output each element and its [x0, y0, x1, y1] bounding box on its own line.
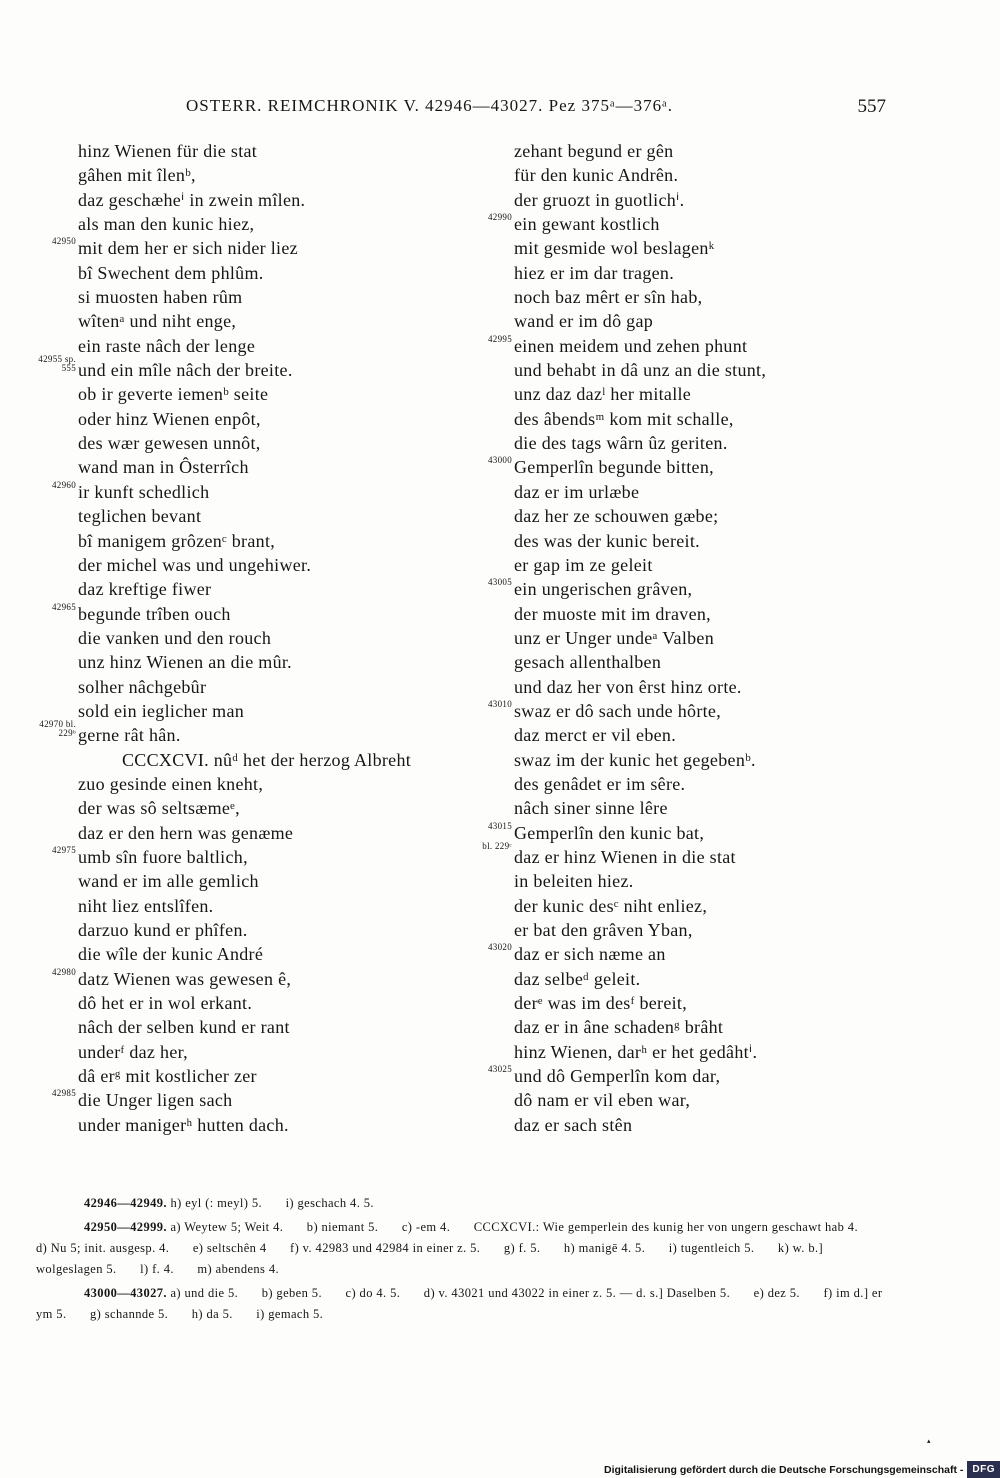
verse-line — [470, 407, 890, 431]
verse-line — [34, 796, 454, 820]
line-number: 43005 — [488, 577, 512, 588]
verse-text: nâch siner sinne lêre — [514, 798, 668, 819]
verse-line — [34, 942, 454, 966]
verse-line — [470, 212, 890, 236]
line-number: 42960 — [52, 479, 76, 490]
verse-text: gesach allenthalben — [514, 652, 662, 673]
apparatus-entry: h) manigē 4. 5. — [563, 1241, 646, 1255]
apparatus-entry: l) f. 4. — [140, 1262, 174, 1276]
verse-line — [470, 869, 890, 893]
verse-line — [34, 212, 454, 236]
verse-line — [34, 236, 454, 260]
verse-text: nâch der selben kund er rant — [78, 1017, 290, 1038]
line-number: 42975 — [52, 844, 76, 855]
verse-line — [470, 1064, 890, 1088]
line-number: 42985 — [52, 1088, 76, 1099]
verse-line — [34, 139, 454, 163]
verse-line — [34, 748, 454, 772]
verse-line — [470, 991, 890, 1015]
verse-text: zehant begund er gên — [514, 141, 674, 161]
funding-footer — [604, 1461, 1000, 1478]
verse-text: daz er sich næme an — [514, 944, 666, 965]
verse-line — [470, 1113, 890, 1137]
apparatus-block — [36, 1193, 890, 1214]
verse-text: Gemperlîn den kunic bat, — [514, 822, 705, 843]
apparatus-entry: h) da 5. — [191, 1307, 233, 1321]
line-number: 42990 — [488, 212, 512, 223]
verse-text: ob ir geverte iemenᵇ seite — [78, 384, 269, 405]
verse-text: der muoste mit im draven, — [514, 603, 711, 624]
verse-text: die Unger ligen sach — [78, 1090, 233, 1111]
verse-line — [34, 455, 454, 479]
verse-text: umb sîn fuore baltlich, — [78, 846, 248, 867]
verse-text: ein raste nâch der lenge — [78, 335, 256, 356]
verse-line — [470, 382, 890, 406]
verse-line — [470, 894, 890, 918]
verse-line — [34, 918, 454, 942]
verse-text: die wîle der kunic André — [78, 944, 264, 965]
verse-text: wand man in Ôsterrîch — [78, 457, 249, 478]
verse-line — [34, 869, 454, 893]
verse-line — [34, 309, 454, 333]
verse-line — [470, 942, 890, 966]
verse-text: die vanken und den rouch — [78, 627, 272, 648]
verse-text: Gemperlîn begunde bitten, — [514, 457, 714, 478]
verse-text: mit gesmide wol beslagenᵏ — [514, 238, 715, 259]
verse-text: niht liez entslîfen. — [78, 895, 214, 916]
verse-line — [34, 334, 454, 358]
verse-text: als man den kunic hiez, — [78, 214, 255, 235]
verse-text: noch baz mêrt er sîn hab, — [514, 287, 703, 308]
apparatus-entry: CCCXCVI.: Wie gemperlein des kunig her von ungern geschawt hab 4. — [473, 1220, 858, 1234]
verse-line — [34, 845, 454, 869]
line-number: 43025 — [488, 1064, 512, 1075]
verse-line — [34, 577, 454, 601]
verse-line — [470, 358, 890, 382]
verse-text: unz er Unger undeᵃ Valben — [514, 627, 715, 648]
verse-text: solher nâchgebûr — [78, 676, 207, 697]
apparatus-entry: m) abendens 4. — [197, 1262, 280, 1276]
verse-text: daz geschæheⁱ in zwein mîlen. — [78, 189, 306, 210]
verse-text: darzuo kund er phîfen. — [78, 920, 248, 940]
verse-text: des wær gewesen unnôt, — [78, 433, 261, 454]
verse-line — [34, 894, 454, 918]
verse-text: und ein mîle nâch der breite. — [78, 360, 293, 381]
verse-text: hinz Wienen für die stat — [78, 141, 258, 161]
verse-text: si muosten haben rûm — [78, 287, 243, 308]
verse-text: hinz Wienen, darʰ er het gedâhtⁱ. — [514, 1041, 758, 1062]
verse-text: swaz er dô sach unde hôrte, — [514, 700, 722, 721]
verse-text: dô nam er vil eben war, — [514, 1090, 691, 1111]
verse-text: datz Wienen was gewesen ê, — [78, 968, 292, 989]
verse-line — [34, 1064, 454, 1088]
verse-text: in beleiten hiez. — [514, 871, 634, 892]
apparatus-entry: f) im d.] er ym 5. — [36, 1286, 883, 1321]
verse-line — [34, 626, 454, 650]
apparatus-verse-range: 43000—43027. — [84, 1286, 167, 1300]
verse-text: oder hinz Wienen enpôt, — [78, 408, 261, 429]
verse-text: dô het er in wol erkant. — [78, 993, 253, 1014]
apparatus-entry: g) schannde 5. — [90, 1307, 169, 1321]
verse-text: begunde trîben ouch — [78, 603, 231, 624]
apparatus-entry: e) seltschên 4 — [192, 1241, 267, 1255]
critical-apparatus — [36, 1193, 890, 1328]
verse-line — [34, 188, 454, 212]
apparatus-entry: d) v. 43021 und 43022 in einer z. 5. — d. s.] Daselben 5. — [423, 1286, 731, 1300]
verse-text: ein gewant kostlich — [514, 214, 660, 235]
funding-note: Digitalisierung gefördert durch die Deutsche Forschungsgemeinschaft - — [604, 1463, 964, 1476]
line-number: 42980 — [52, 966, 76, 977]
verse-line — [470, 918, 890, 942]
line-number: 43015 — [488, 820, 512, 831]
verse-text: CCCXCVI. nûᵈ het der herzog Albreht — [122, 749, 412, 770]
line-number: bl. 229ᶜ — [482, 840, 512, 851]
verse-line — [34, 719, 454, 747]
verse-line — [34, 650, 454, 674]
verse-text: daz kreftige fiwer — [78, 579, 212, 600]
line-number: 42970 bl. 229ᵇ — [39, 719, 76, 739]
verse-text: daz er im urlæbe — [514, 481, 640, 502]
verse-text: daz er hinz Wienen in die stat — [514, 846, 736, 867]
verse-line — [34, 480, 454, 504]
verse-line — [34, 991, 454, 1015]
verse-line — [470, 1015, 890, 1039]
verse-text: einen meidem und zehen phunt — [514, 335, 748, 356]
apparatus-entry: e) dez 5. — [753, 1286, 800, 1300]
dfg-logo: DFG — [967, 1461, 1000, 1478]
apparatus-entry: b) niemant 5. — [306, 1220, 379, 1234]
verse-line — [34, 553, 454, 577]
verse-line — [470, 748, 890, 772]
verse-text: wand er im dô gap — [514, 311, 654, 332]
verse-line — [34, 354, 454, 382]
verse-line — [470, 699, 890, 723]
line-number: 42950 — [52, 236, 76, 247]
verse-text: bî Swechent dem phlûm. — [78, 262, 264, 283]
apparatus-entry: i) geschach 4. 5. — [285, 1196, 374, 1210]
verse-line — [34, 504, 454, 528]
verse-column-left — [34, 139, 454, 1137]
apparatus-entry: g) f. 5. — [503, 1241, 541, 1255]
verse-line — [470, 1040, 890, 1064]
verse-text: des genâdet er im sêre. — [514, 773, 686, 794]
apparatus-entry: i) gemach 5. — [256, 1307, 324, 1321]
verse-line — [34, 529, 454, 553]
verse-text: der was sô seltsæmeᵉ, — [78, 798, 240, 819]
verse-line — [34, 821, 454, 845]
verse-text: unz daz dazˡ her mitalle — [514, 384, 692, 405]
verse-text: swaz im der kunic het gegebenᵇ. — [514, 749, 756, 770]
verse-text: der gruozt in guotlichⁱ. — [514, 189, 685, 210]
verse-text: underᶠ daz her, — [78, 1041, 188, 1062]
verse-text: teglichen bevant — [78, 506, 202, 527]
verse-text: bî manigem grôzenᶜ brant, — [78, 530, 276, 551]
verse-text: und dô Gemperlîn kom dar, — [514, 1066, 721, 1087]
verse-line — [470, 455, 890, 479]
verse-text: unz hinz Wienen an die mûr. — [78, 652, 292, 673]
verse-text: wand er im alle gemlich — [78, 871, 259, 892]
line-number: 42965 — [52, 601, 76, 612]
verse-line — [34, 407, 454, 431]
scan-mark: ▴ — [927, 1437, 931, 1445]
verse-line — [34, 431, 454, 455]
apparatus-entry: a) und die 5. — [170, 1286, 239, 1300]
verse-line — [34, 699, 454, 723]
verse-line — [470, 334, 890, 358]
verse-line — [470, 602, 890, 626]
verse-line — [470, 553, 890, 577]
apparatus-entry: k) w. b.] wolgeslagen 5. — [36, 1241, 824, 1276]
verse-text: und daz her von êrst hinz orte. — [514, 676, 742, 697]
verse-line — [470, 309, 890, 333]
page-number: 557 — [857, 96, 886, 117]
apparatus-entry: c) -em 4. — [401, 1220, 451, 1234]
verse-text: daz selbeᵈ geleit. — [514, 968, 641, 989]
apparatus-entry: d) Nu 5; init. ausgesp. 4. — [36, 1241, 170, 1255]
verse-line — [34, 163, 454, 187]
verse-text: wîtenᵃ und niht enge, — [78, 311, 237, 332]
verse-text: derᵉ was im desᶠ bereit, — [514, 993, 688, 1014]
verse-text: der kunic desᶜ niht enliez, — [514, 895, 708, 916]
verse-line — [470, 650, 890, 674]
verse-line — [470, 1088, 890, 1112]
verse-line — [34, 285, 454, 309]
verse-line — [470, 236, 890, 260]
verse-line — [470, 285, 890, 309]
verse-line — [470, 675, 890, 699]
apparatus-entry: c) do 4. 5. — [345, 1286, 401, 1300]
verse-line — [470, 723, 890, 747]
verse-text: daz her ze schouwen gæbe; — [514, 506, 719, 527]
apparatus-entry: f) v. 42983 und 42984 in einer z. 5. — [290, 1241, 481, 1255]
apparatus-block — [36, 1283, 890, 1325]
apparatus-verse-range: 42946—42949. — [84, 1196, 167, 1210]
page-header — [0, 96, 1000, 122]
verse-text: gâhen mit îlenᵇ, — [78, 165, 196, 186]
verse-line — [470, 772, 890, 796]
verse-text: ein ungerischen grâven, — [514, 579, 693, 600]
verse-line — [34, 382, 454, 406]
verse-text: daz er den hern was genæme — [78, 822, 294, 843]
verse-text: und behabt in dâ unz an die stunt, — [514, 360, 767, 381]
verse-line — [34, 772, 454, 796]
running-title: OSTERR. REIMCHRONIK V. 42946—43027. Pez 375ᵃ—376ᵃ. — [186, 96, 673, 115]
verse-line — [470, 577, 890, 601]
line-number: 43010 — [488, 698, 512, 709]
apparatus-entry: i) tugentleich 5. — [668, 1241, 755, 1255]
line-number: 42995 — [488, 333, 512, 344]
verse-text: dâ erᵍ mit kostlicher zer — [78, 1066, 257, 1087]
line-number: 42955 sp. 555 — [38, 354, 76, 374]
verse-line — [34, 1113, 454, 1137]
verse-line — [34, 1040, 454, 1064]
verse-text: hiez er im dar tragen. — [514, 262, 675, 283]
verse-line — [34, 1088, 454, 1112]
verse-line — [34, 602, 454, 626]
verse-text: mit dem her er sich nider liez — [78, 238, 298, 259]
verse-text: ir kunft schedlich — [78, 481, 210, 502]
line-number: 43020 — [488, 942, 512, 953]
verse-column-right — [470, 139, 890, 1137]
verse-line — [470, 504, 890, 528]
verse-text: er bat den grâven Yban, — [514, 920, 693, 940]
verse-text: für den kunic Andrên. — [514, 165, 679, 186]
verse-line — [470, 821, 890, 845]
verse-line — [470, 163, 890, 187]
apparatus-block — [36, 1217, 890, 1280]
verse-text: die des tags wârn ûz geriten. — [514, 433, 728, 454]
verse-line — [470, 840, 890, 869]
verse-text: under manigerʰ hutten dach. — [78, 1114, 289, 1135]
verse-line — [34, 261, 454, 285]
verse-line — [34, 967, 454, 991]
verse-text: er gap im ze geleit — [514, 554, 653, 575]
verse-line — [470, 796, 890, 820]
verse-line — [34, 675, 454, 699]
verse-line — [470, 626, 890, 650]
verse-line — [470, 431, 890, 455]
apparatus-entry: b) geben 5. — [261, 1286, 322, 1300]
verse-text: des was der kunic bereit. — [514, 530, 700, 551]
verse-text: der michel was und ungehiwer. — [78, 554, 312, 575]
verse-line — [470, 967, 890, 991]
verse-line — [34, 1015, 454, 1039]
verse-text: gerne rât hân. — [78, 725, 181, 746]
verse-text: daz er sach stên — [514, 1114, 633, 1135]
verse-text: daz er in âne schadenᵍ brâht — [514, 1017, 724, 1038]
verse-line — [470, 261, 890, 285]
line-number: 43000 — [488, 455, 512, 466]
verse-text: zuo gesinde einen kneht, — [78, 773, 264, 794]
verse-line — [470, 529, 890, 553]
verse-line — [470, 139, 890, 163]
verse-text: sold ein ieglicher man — [78, 700, 245, 721]
apparatus-entry: h) eyl (: meyl) 5. — [170, 1196, 263, 1210]
apparatus-entry: a) Weytew 5; Weit 4. — [170, 1220, 284, 1234]
verse-line — [470, 188, 890, 212]
verse-text: des âbendsᵐ kom mit schalle, — [514, 408, 734, 429]
verse-line — [470, 480, 890, 504]
apparatus-verse-range: 42950—42999. — [84, 1220, 167, 1234]
verse-text: daz merct er vil eben. — [514, 725, 677, 746]
